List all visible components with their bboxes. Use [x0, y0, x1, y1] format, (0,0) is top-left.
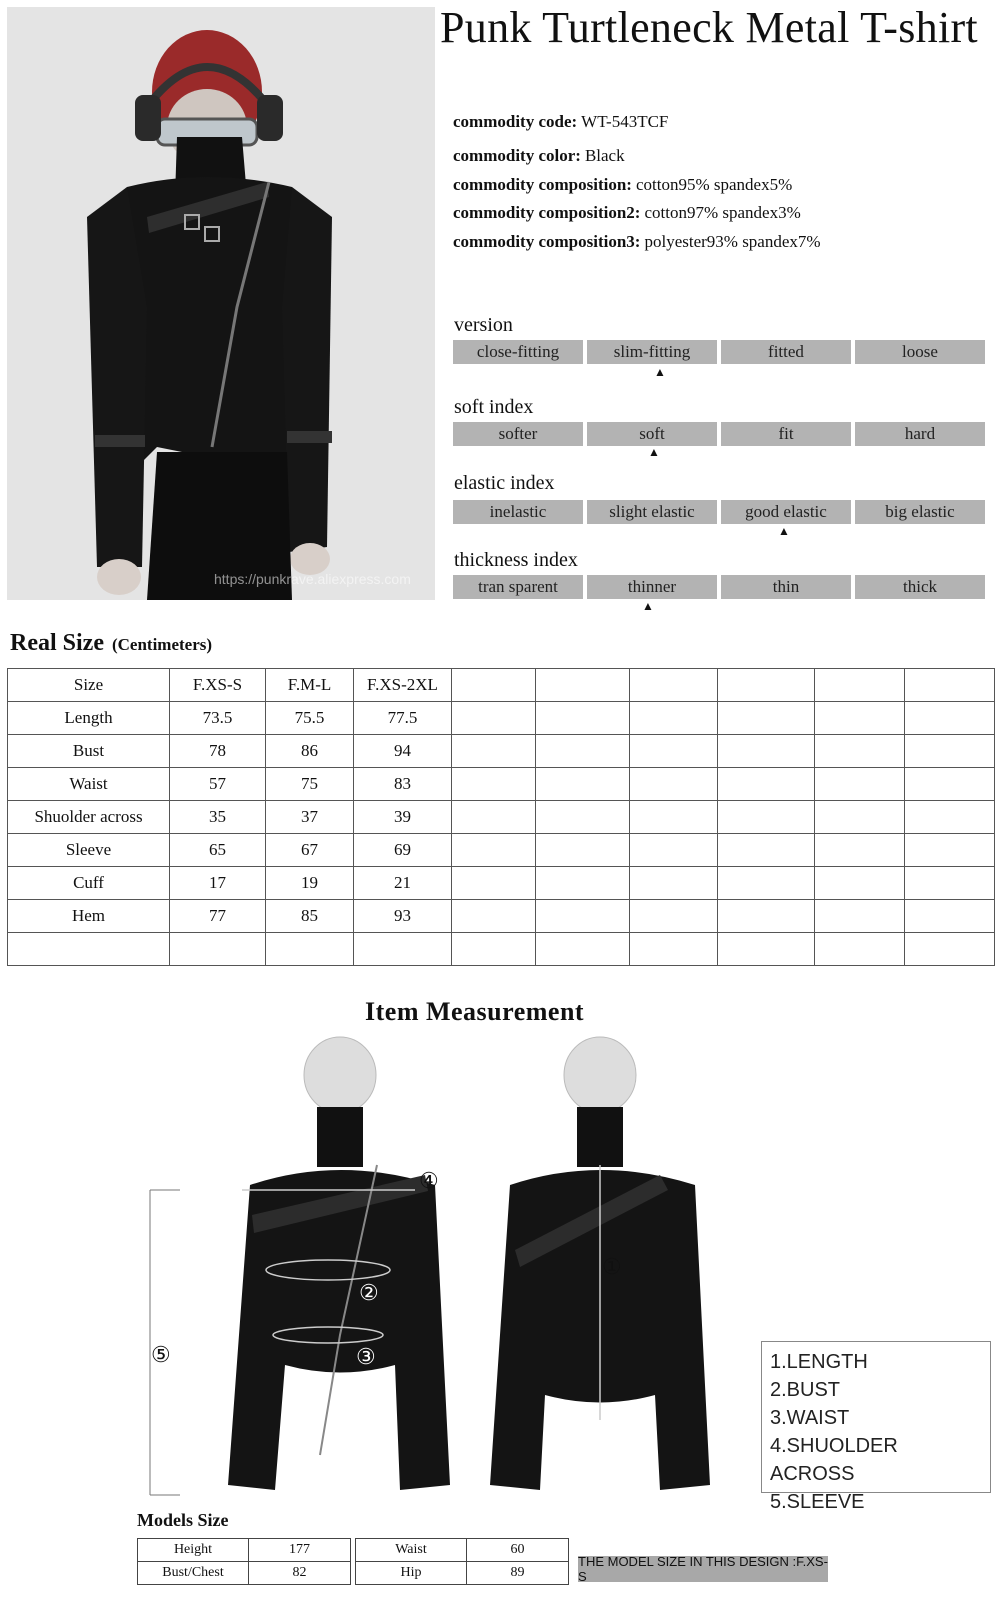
- front-view: [150, 1037, 450, 1495]
- thickness-index-option: thinner: [587, 575, 717, 599]
- row-label: Waist: [8, 768, 170, 801]
- table-row: [8, 801, 995, 834]
- table-row: [8, 933, 995, 966]
- empty-cell: [718, 735, 815, 768]
- callout-length: ①: [602, 1254, 622, 1279]
- row-label: Bust: [8, 735, 170, 768]
- empty-cell: [815, 768, 905, 801]
- empty-cell: [452, 669, 536, 702]
- thickness-index-bar: [453, 575, 985, 599]
- elastic-index-bar: [453, 500, 985, 524]
- table-row: [8, 900, 995, 933]
- spec-color: commodity color: Black: [453, 146, 625, 165]
- table-cell: Bust/Chest: [138, 1562, 249, 1585]
- empty-cell: [536, 834, 630, 867]
- legend-item: 5.SLEEVE: [770, 1491, 865, 1513]
- thickness-index-option: thick: [855, 575, 985, 599]
- empty-cell: [452, 735, 536, 768]
- table-row: [138, 1562, 351, 1585]
- empty-cell: [630, 834, 718, 867]
- table-row: [8, 834, 995, 867]
- empty-cell: [354, 933, 452, 966]
- table-row: [8, 735, 995, 768]
- empty-cell: [630, 867, 718, 900]
- empty-cell: [815, 834, 905, 867]
- empty-cell: [905, 801, 995, 834]
- empty-cell: [536, 768, 630, 801]
- measurement-diagram: [140, 1035, 740, 1505]
- column-header: F.XS-2XL: [354, 669, 452, 702]
- real-size-heading: Real Size (Centimeters): [10, 630, 213, 656]
- empty-cell: [905, 834, 995, 867]
- empty-cell: [452, 768, 536, 801]
- soft-index-option: fit: [721, 422, 851, 446]
- table-cell: 177: [249, 1539, 351, 1562]
- row-label: Hem: [8, 900, 170, 933]
- back-view: [490, 1037, 710, 1490]
- empty-cell: [718, 834, 815, 867]
- thickness-index-selected-marker: ▲: [642, 599, 654, 613]
- version-option: close-fitting: [453, 340, 583, 364]
- empty-cell: [815, 702, 905, 735]
- empty-cell: [536, 801, 630, 834]
- table-cell: 75.5: [266, 702, 354, 735]
- spec-composition2: commodity composition2: cotton97% spandex3%: [453, 203, 801, 222]
- table-row: [356, 1562, 569, 1585]
- model-size-note: THE MODEL SIZE IN THIS DESIGN :F.XS-S: [578, 1554, 828, 1584]
- version-selected-marker: ▲: [654, 365, 666, 379]
- empty-cell: [905, 768, 995, 801]
- soft-index-option: hard: [855, 422, 985, 446]
- empty-cell: [536, 669, 630, 702]
- thickness-index-option: tran sparent: [453, 575, 583, 599]
- elastic-index-option: slight elastic: [587, 500, 717, 524]
- elastic-index-option: good elastic: [721, 500, 851, 524]
- table-row: [8, 867, 995, 900]
- empty-cell: [718, 768, 815, 801]
- spec-composition3: commodity composition3: polyester93% spandex7%: [453, 232, 821, 251]
- model-photo: [7, 7, 435, 600]
- version-option: slim-fitting: [587, 340, 717, 364]
- version-option: fitted: [721, 340, 851, 364]
- empty-cell: [718, 801, 815, 834]
- table-cell: 83: [354, 768, 452, 801]
- models-size-table-left: [137, 1538, 351, 1585]
- empty-cell: [905, 867, 995, 900]
- table-cell: 60: [467, 1539, 569, 1562]
- empty-cell: [905, 702, 995, 735]
- table-cell: Waist: [356, 1539, 467, 1562]
- empty-cell: [452, 801, 536, 834]
- table-header-row: [8, 669, 995, 702]
- empty-cell: [815, 867, 905, 900]
- empty-cell: [452, 900, 536, 933]
- measurement-legend: [761, 1341, 991, 1513]
- empty-cell: [630, 933, 718, 966]
- elastic-index-option: inelastic: [453, 500, 583, 524]
- table-row: [8, 702, 995, 735]
- empty-cell: [266, 933, 354, 966]
- table-cell: 39: [354, 801, 452, 834]
- empty-cell: [536, 933, 630, 966]
- version-bar: [453, 340, 985, 364]
- table-cell: 93: [354, 900, 452, 933]
- empty-cell: [630, 801, 718, 834]
- empty-cell: [452, 867, 536, 900]
- table-cell: 17: [170, 867, 266, 900]
- empty-cell: [718, 900, 815, 933]
- elastic-index-selected-marker: ▲: [778, 524, 790, 538]
- spec-code: commodity code: WT-543TCF: [453, 112, 669, 131]
- table-cell: 21: [354, 867, 452, 900]
- empty-cell: [452, 933, 536, 966]
- table-row: [8, 768, 995, 801]
- empty-cell: [905, 933, 995, 966]
- table-cell: 82: [249, 1562, 351, 1585]
- model-illustration: [7, 7, 435, 600]
- empty-cell: [718, 669, 815, 702]
- table-cell: Hip: [356, 1562, 467, 1585]
- spec-composition: commodity composition: cotton95% spandex5%: [453, 175, 793, 194]
- soft-index-bar: [453, 422, 985, 446]
- size-table: [7, 668, 995, 966]
- empty-cell: [630, 702, 718, 735]
- empty-cell: [815, 900, 905, 933]
- elastic-index-option: big elastic: [855, 500, 985, 524]
- product-title: Punk Turtleneck Metal T-shirt: [440, 3, 978, 52]
- row-label: Sleeve: [8, 834, 170, 867]
- legend-item: 2.BUST: [770, 1379, 841, 1401]
- table-cell: 75: [266, 768, 354, 801]
- table-row: [138, 1539, 351, 1562]
- empty-cell: [8, 933, 170, 966]
- empty-cell: [815, 735, 905, 768]
- empty-cell: [630, 669, 718, 702]
- thickness-index-option: thin: [721, 575, 851, 599]
- thickness-index-label: thickness index: [454, 549, 578, 571]
- soft-index-option: softer: [453, 422, 583, 446]
- table-cell: 67: [266, 834, 354, 867]
- table-cell: 86: [266, 735, 354, 768]
- empty-cell: [452, 834, 536, 867]
- column-header: F.XS-S: [170, 669, 266, 702]
- callout-waist: ③: [356, 1344, 376, 1369]
- empty-cell: [718, 867, 815, 900]
- empty-cell: [815, 933, 905, 966]
- empty-cell: [905, 735, 995, 768]
- empty-cell: [630, 735, 718, 768]
- table-cell: Height: [138, 1539, 249, 1562]
- empty-cell: [815, 669, 905, 702]
- watermark: https://punkrave.aliexpress.com: [214, 571, 411, 587]
- table-cell: 77: [170, 900, 266, 933]
- callout-bust: ②: [359, 1280, 379, 1305]
- empty-cell: [905, 669, 995, 702]
- empty-cell: [536, 735, 630, 768]
- table-cell: 77.5: [354, 702, 452, 735]
- empty-cell: [452, 702, 536, 735]
- empty-cell: [718, 933, 815, 966]
- column-header: Size: [8, 669, 170, 702]
- table-cell: 37: [266, 801, 354, 834]
- table-cell: 57: [170, 768, 266, 801]
- item-measurement-heading: Item Measurement: [365, 997, 585, 1026]
- empty-cell: [630, 768, 718, 801]
- legend-item: 4.SHUOLDER ACROSS: [770, 1435, 898, 1485]
- legend-item: 1.LENGTH: [770, 1351, 868, 1373]
- table-cell: 35: [170, 801, 266, 834]
- models-size-table-right: [355, 1538, 569, 1585]
- version-option: loose: [855, 340, 985, 364]
- table-cell: 78: [170, 735, 266, 768]
- table-row: [356, 1539, 569, 1562]
- table-cell: 73.5: [170, 702, 266, 735]
- empty-cell: [630, 900, 718, 933]
- empty-cell: [905, 900, 995, 933]
- soft-index-label: soft index: [454, 396, 534, 418]
- callout-sleeve: ⑤: [151, 1342, 171, 1367]
- row-label: Shuolder across: [8, 801, 170, 834]
- legend-item: 3.WAIST: [770, 1407, 850, 1429]
- version-label: version: [454, 314, 513, 336]
- table-cell: 69: [354, 834, 452, 867]
- row-label: Length: [8, 702, 170, 735]
- table-cell: 65: [170, 834, 266, 867]
- soft-index-selected-marker: ▲: [648, 445, 660, 459]
- empty-cell: [815, 801, 905, 834]
- table-cell: 94: [354, 735, 452, 768]
- empty-cell: [170, 933, 266, 966]
- column-header: F.M-L: [266, 669, 354, 702]
- empty-cell: [536, 702, 630, 735]
- table-cell: 89: [467, 1562, 569, 1585]
- models-size-heading: Models Size: [137, 1510, 229, 1530]
- row-label: Cuff: [8, 867, 170, 900]
- elastic-index-label: elastic index: [454, 472, 555, 494]
- empty-cell: [718, 702, 815, 735]
- table-cell: 85: [266, 900, 354, 933]
- callout-shoulder: ④: [419, 1168, 439, 1193]
- empty-cell: [536, 867, 630, 900]
- empty-cell: [536, 900, 630, 933]
- soft-index-option: soft: [587, 422, 717, 446]
- table-cell: 19: [266, 867, 354, 900]
